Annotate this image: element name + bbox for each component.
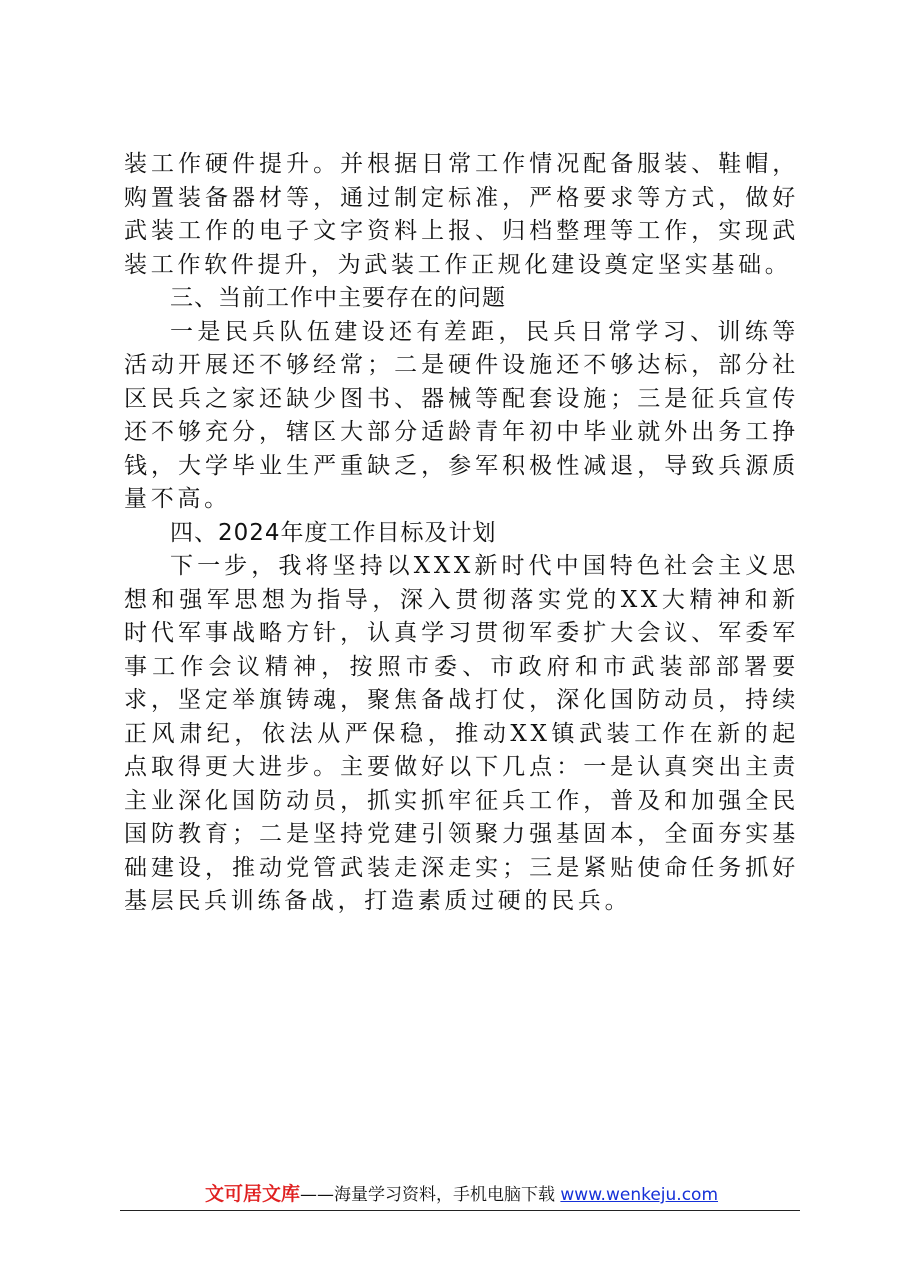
- paragraph-continuation: 装工作硬件提升。并根据日常工作情况配备服装、鞋帽，购置装备器材等，通过制定标准，严格要求等方式，做好武装工作的电子文字资料上报、归档整理等工作，实现武装工作软件提升，为武装工作正规化建设奠定坚实基础。: [124, 151, 799, 278]
- paragraph-plan: 下一步，我将坚持以XXX新时代中国特色社会主义思想和强军思想为指导，深入贯彻落实党的XX大精神和新时代军事战略方针，认真学习贯彻军委扩大会议、军委军事工作会议精神，按照市委、市政府和市武装部部署要求，坚定举旗铸魂，聚焦备战打仗，深化国防动员，持续正风肃纪，依法从严保稳，推动XX镇武装工作在新的起点取得更大进步。主要做好以下几点：一是认真突出主责主业深化国防动员，抓实抓牢征兵工作，普及和加强全民国防教育；二是坚持党建引领聚力强基固本，全面夯实基础建设，推动党管武装走深走实；三是紧贴使命任务抓好基层民兵训练备战，打造素质过硬的民兵。: [124, 553, 799, 914]
- footer-brand: 文可居文库: [204, 1183, 300, 1205]
- section-heading-plan: 四、2024年度工作目标及计划: [170, 519, 497, 546]
- footer-link[interactable]: www.wenkeju.com: [560, 1185, 719, 1205]
- footer-divider: [120, 1210, 800, 1211]
- paragraph-problems: 一是民兵队伍建设还有差距，民兵日常学习、训练等活动开展还不够经常；二是硬件设施还不够达标，部分社区民兵之家还缺少图书、器械等配套设施；三是征兵宣传还不够充分，辖区大部分适龄青年初中毕业就外出务工挣钱，大学毕业生严重缺乏，参军积极性减退，导致兵源质量不高。: [124, 318, 799, 512]
- section-heading-problems: 三、当前工作中主要存在的问题: [170, 285, 506, 311]
- page-footer: [124, 1181, 799, 1208]
- document-body: [124, 148, 799, 919]
- footer-tagline: ——海量学习资料，手机电脑下载: [300, 1185, 561, 1205]
